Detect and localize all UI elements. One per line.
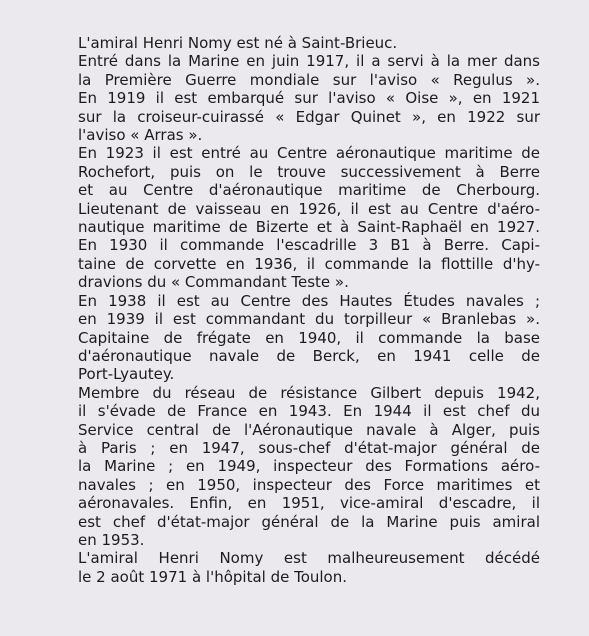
text-line: Capitaine de frégate en 1940, il commande la base bbox=[78, 328, 540, 347]
text-line: Membre du réseau de résistance Gilbert depuis 1942, bbox=[78, 383, 540, 402]
text-line: et au Centre d'aéronautique maritime de Cherbourg. bbox=[78, 181, 540, 200]
text-line: En 1919 il est embarqué sur l'aviso « Oise », en 1921 bbox=[78, 89, 540, 108]
paragraph bbox=[78, 34, 540, 52]
text-line: Lieutenant de vaisseau en 1926, il est au Centre d'aéro- bbox=[78, 199, 540, 218]
text-line: la Marine ; en 1949, inspecteur des Formations aéro- bbox=[78, 457, 540, 476]
text-line: d'aéronautique navale de Berck, en 1941 celle de bbox=[78, 346, 540, 365]
text-line: L'amiral Henri Nomy est né à Saint-Brieuc. bbox=[78, 34, 398, 52]
paragraph bbox=[78, 549, 540, 586]
text-line: En 1930 il commande l'escadrille 3 B1 à Berre. Capi- bbox=[78, 236, 540, 255]
text-line: en 1953. bbox=[78, 530, 145, 549]
text-line: il s'évade de France en 1943. En 1944 il est chef du bbox=[78, 402, 540, 421]
text-line: à Paris ; en 1947, sous-chef d'état-major général de bbox=[78, 438, 540, 457]
paragraph bbox=[78, 384, 540, 550]
text-line: Service central de l'Aéronautique navale à Alger, puis bbox=[78, 420, 540, 439]
text-line: Entré dans la Marine en juin 1917, il a servi à la mer dans bbox=[78, 52, 540, 71]
text-line: la Première Guerre mondiale sur l'aviso « Regulus ». bbox=[78, 70, 540, 89]
paragraph bbox=[78, 52, 540, 144]
text-line: L'amiral Henri Nomy est malheureusement décédé bbox=[78, 549, 540, 568]
text-line: navales ; en 1950, inspecteur des Force maritimes et bbox=[78, 475, 540, 494]
paragraph bbox=[78, 144, 540, 291]
text-line: En 1923 il est entré au Centre aéronautique maritime de bbox=[78, 144, 540, 163]
biography-text bbox=[78, 34, 540, 586]
text-line: En 1938 il est au Centre des Hautes Études navales ; bbox=[78, 291, 540, 310]
text-line: Rochefort, puis on le trouve successivement à Berre bbox=[78, 162, 540, 181]
text-line: est chef d'état-major général de la Marine puis amiral bbox=[78, 512, 540, 531]
text-line: taine de corvette en 1936, il commande la flottille d'hy- bbox=[78, 254, 540, 273]
text-line: dravions du « Commandant Teste ». bbox=[78, 273, 349, 292]
text-line: en 1939 il est commandant du torpilleur « Branlebas ». bbox=[78, 310, 540, 329]
text-line: aéronavales. Enfin, en 1951, vice-amiral d'escadre, il bbox=[78, 494, 540, 513]
text-line: le 2 août 1971 à l'hôpital de Toulon. bbox=[78, 567, 348, 586]
text-line: nautique maritime de Bizerte et à Saint-Raphaël en 1927. bbox=[78, 218, 540, 237]
text-line: Port-Lyautey. bbox=[78, 365, 175, 384]
paragraph bbox=[78, 292, 540, 384]
text-line: l'aviso « Arras ». bbox=[78, 126, 203, 145]
text-line: sur la croiseur-cuirassé « Edgar Quinet », en 1922 sur bbox=[78, 107, 540, 126]
